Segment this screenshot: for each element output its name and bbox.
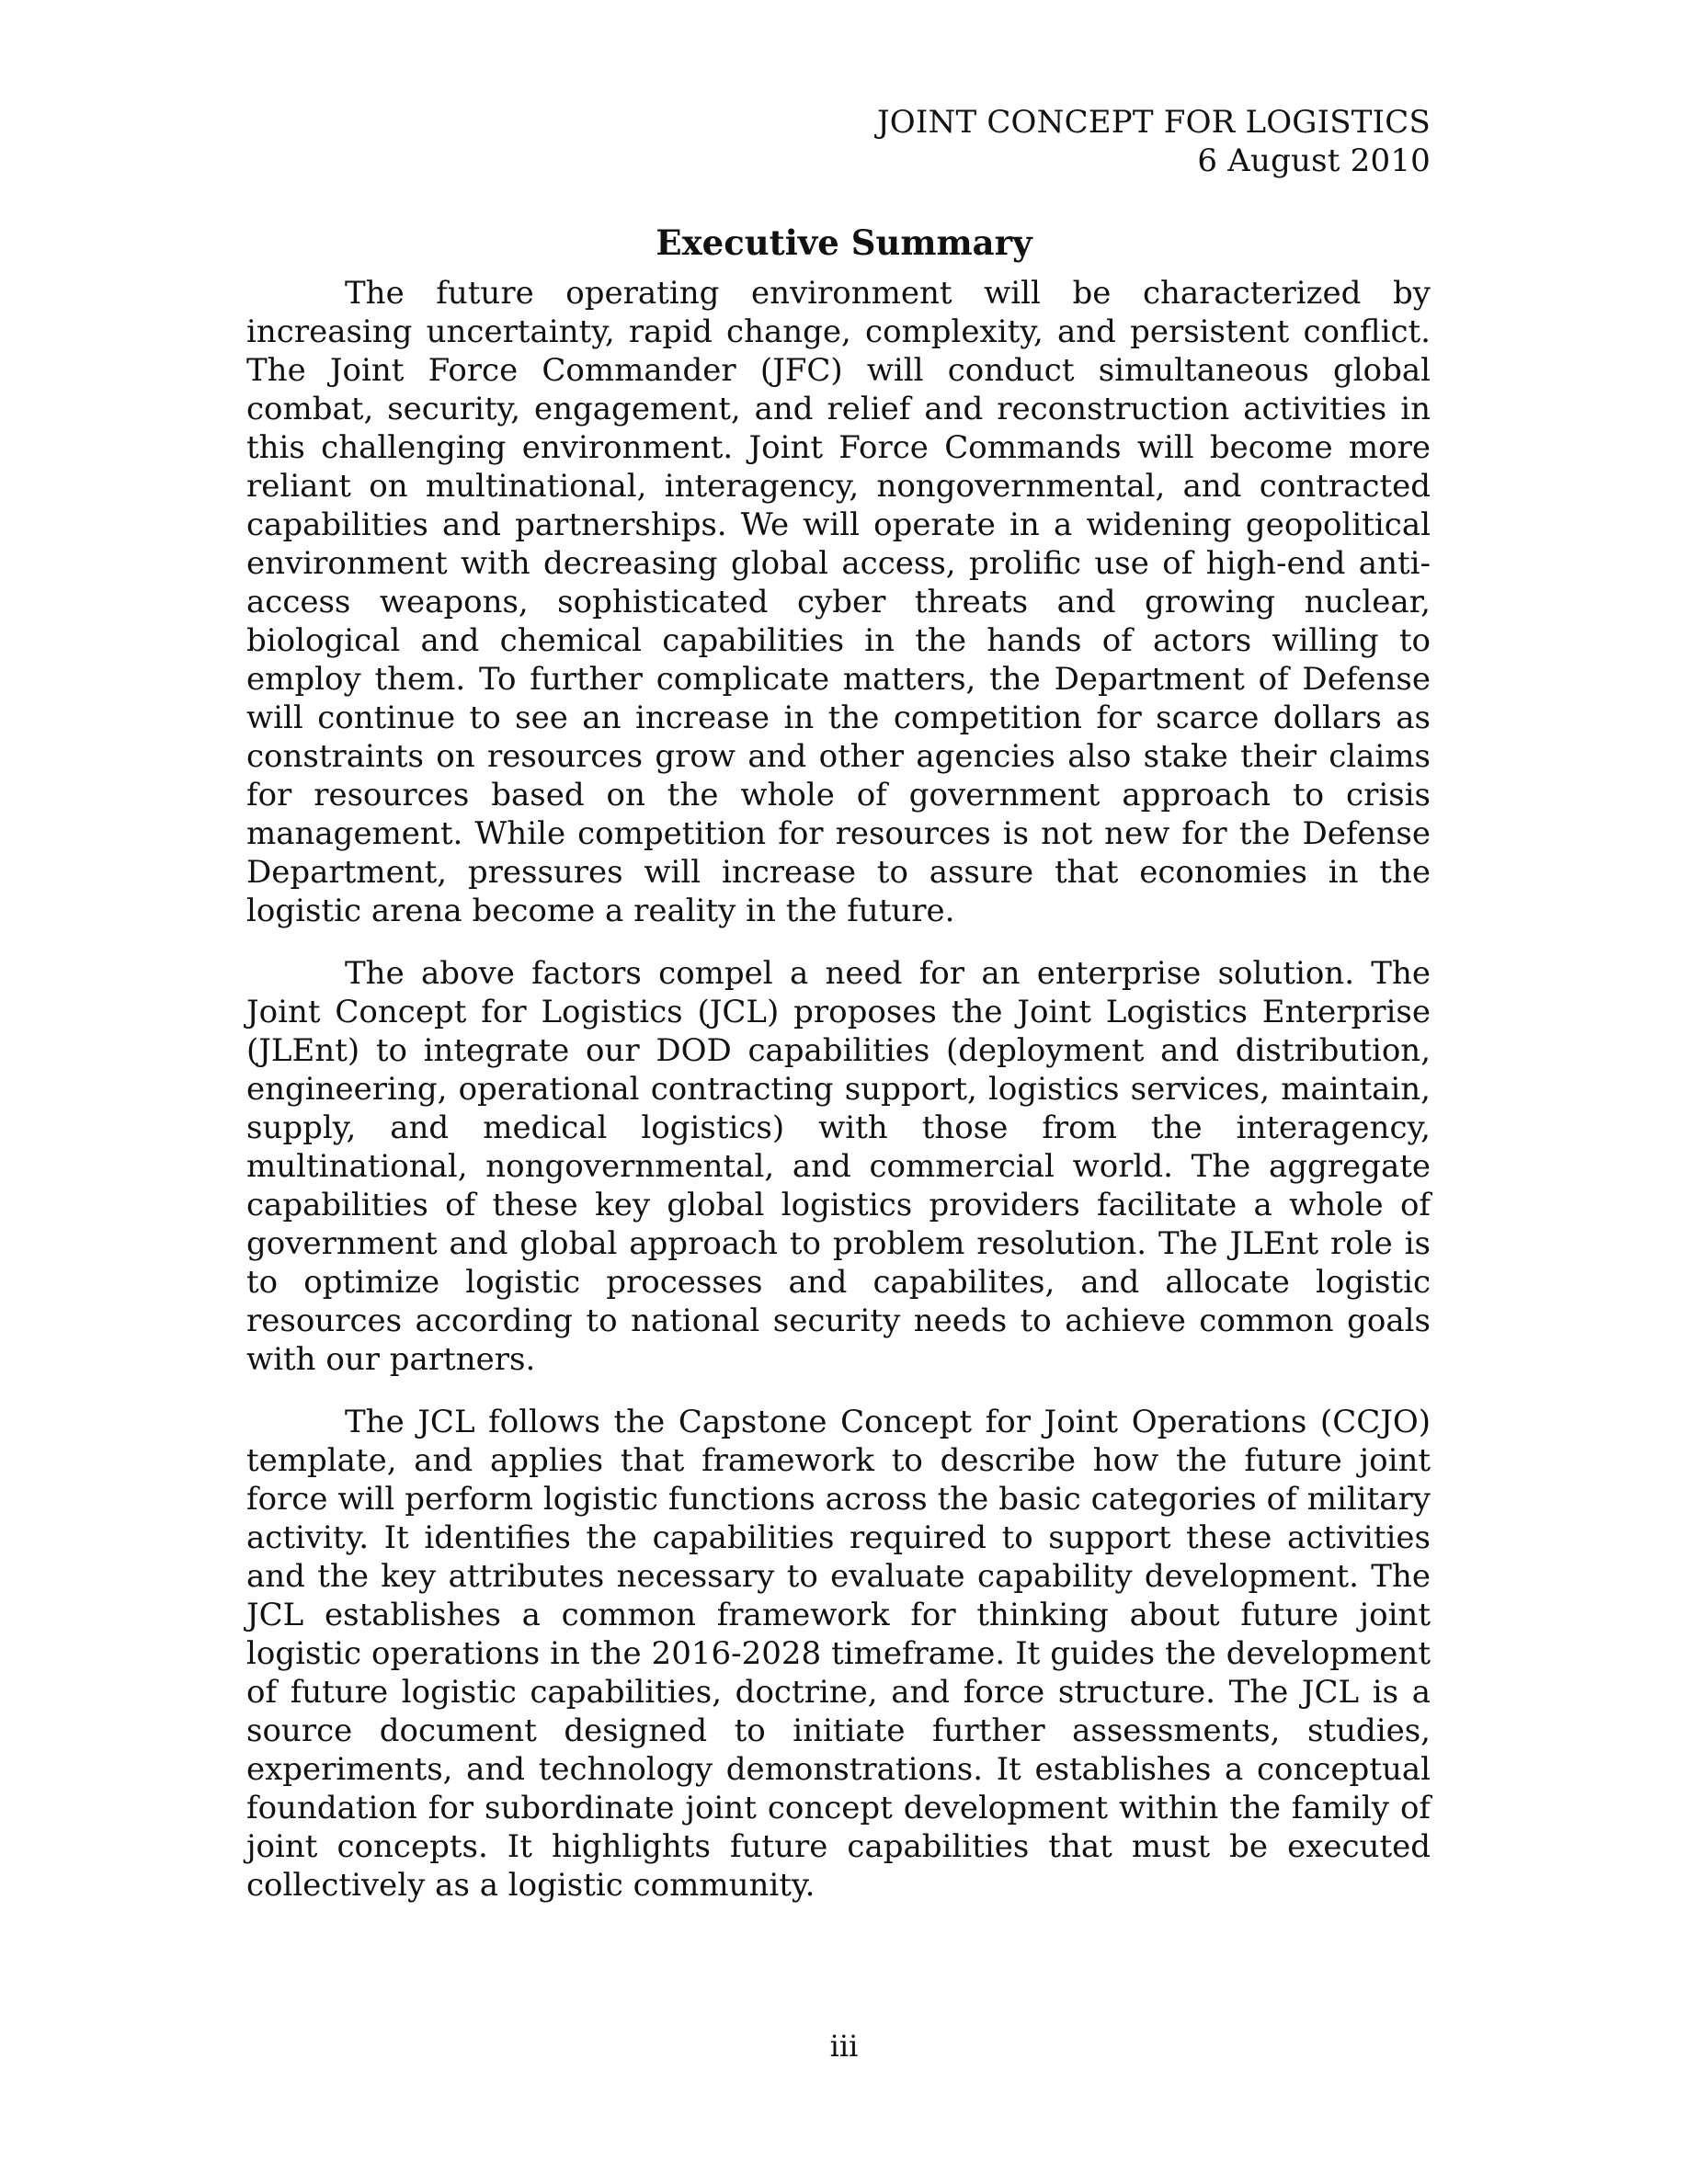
paragraph-enterprise-solution: The above factors compel a need for an enterprise solution. The Joint Concept for Logistics (JCL) proposes the Joint Logistics Enterprise (JLEnt) to integrate our DOD capabilities (deployment and distribution, engineering, operational contracting support, logistics services, maintain, supply, and medical logistics) with those from the interagency, multinational, nongovernmental, and commercial world. The aggregate capabilities of these key global logistics providers facilitate a whole of government and global approach to problem resolution. The JLEnt role is to optimize logistic processes and capabilites, and allocate logistic resources according to national security needs to achieve common goals with our partners. [246,955,1431,1378]
paragraph-ccjo-framework: The JCL follows the Capstone Concept for Joint Operations (CCJO) template, and applies that framework to describe how the future joint force will perform logistic functions across the basic categories of military activity. It identifies the capabilities required to support these activities and the key attributes necessary to evaluate capability development. The JCL establishes a common framework for thinking about future joint logistic operations in the 2016-2028 timeframe. It guides the development of future logistic capabilities, doctrine, and force structure. The JCL is a source document designed to initiate further assessments, studies, experiments, and technology demonstrations. It establishes a conceptual foundation for subordinate joint concept development within the family of joint concepts. It highlights future capabilities that must be executed collectively as a logistic community. [246,1404,1431,1904]
document-header [877,103,1431,180]
document-body [246,274,1431,1928]
header-document-date: 6 August 2010 [1197,142,1431,179]
header-document-title: JOINT CONCEPT FOR LOGISTICS [876,104,1431,141]
page-number: iii [829,2029,859,2064]
section-title: Executive Summary [656,222,1032,263]
paragraph-operating-environment: The future operating environment will be characterized by increasing uncertainty, rapid change, complexity, and persistent conflict. The Joint Force Commander (JFC) will conduct simultaneous global combat, security, engagement, and relief and reconstruction activities in this challenging environment. Joint Force Commands will become more reliant on multinational, interagency, nongovernmental, and contracted capabilities and partnerships. We will operate in a widening geopolitical environment with decreasing global access, prolific use of high-end anti-access weapons, sophisticated cyber threats and growing nuclear, biological and chemical capabilities in the hands of actors willing to employ them. To further complicate matters, the Department of Defense will continue to see an increase in the competition for scarce dollars as constraints on resources grow and other agencies also stake their claims for resources based on the whole of government approach to crisis management. While competition for resources is not new for the Defense Department, pressures will increase to assure that economies in the logistic arena become a reality in the future. [246,275,1431,929]
